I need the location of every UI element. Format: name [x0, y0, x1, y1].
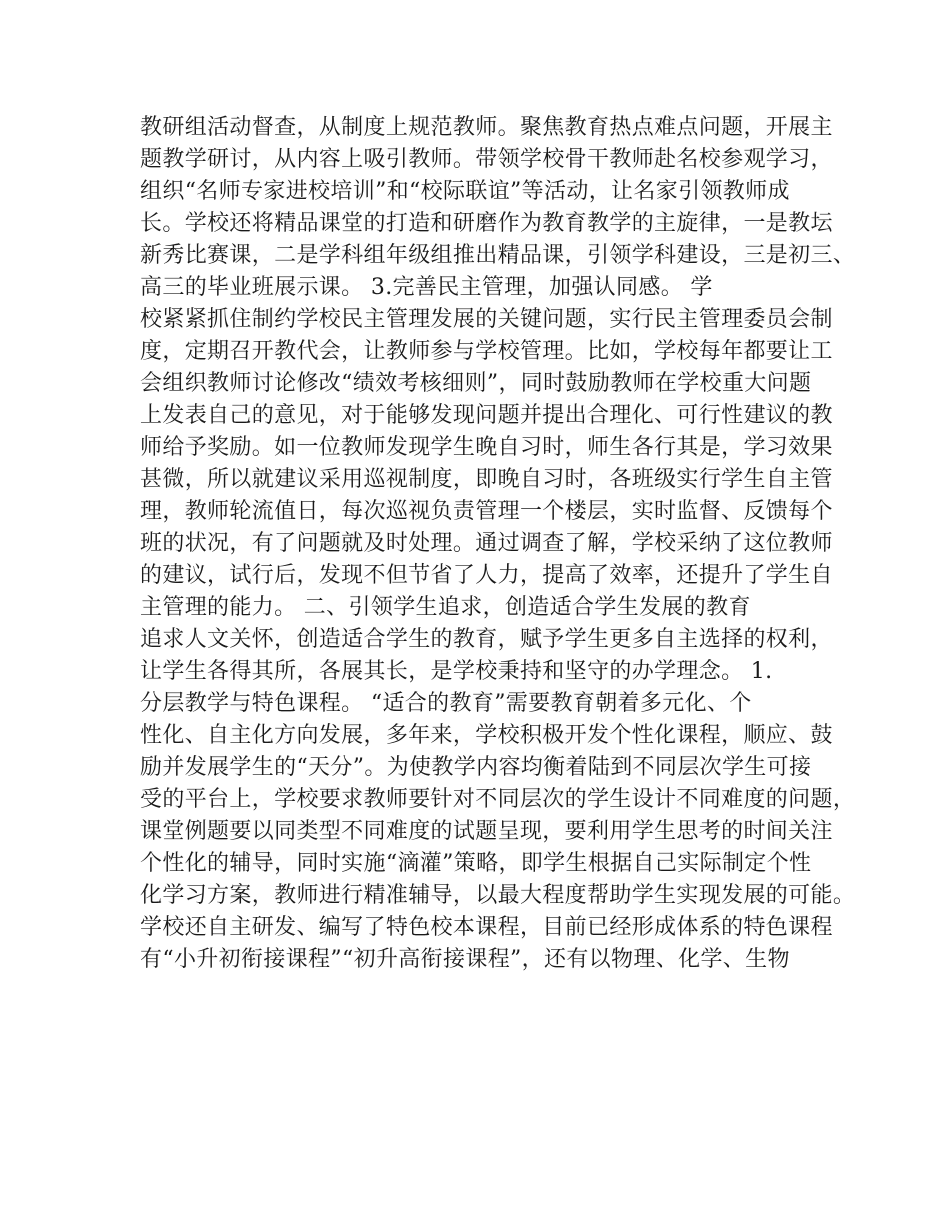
text-line: 追求人文关怀，创造适合学生的教育，赋予学生更多自主选择的权利，	[140, 627, 833, 652]
text-line: 班的状况，有了问题就及时处理。通过调查了解，学校采纳了这位教师	[140, 531, 833, 556]
text-line: 新秀比赛课，二是学科组年级组推出精品课，引领学科建设，三是初三、	[140, 243, 856, 268]
text-line: 主管理的能力。 二、引领学生追求，创造适合学生发展的教育	[140, 595, 751, 620]
text-line: 课堂例题要以同类型不同难度的试题呈现，要利用学生思考的时间关注	[140, 819, 833, 844]
text-line: 学校还自主研发、编写了特色校本课程，目前已经形成体系的特色课程	[140, 915, 833, 940]
text-line: 甚微，所以就建议采用巡视制度，即晚自习时，各班级实行学生自主管	[140, 467, 833, 492]
text-line: 高三的毕业班展示课。 3.完善民主管理，加强认同感。 学	[140, 275, 713, 300]
text-line: 受的平台上，学校要求教师要针对不同层次的学生设计不同难度的问题，	[140, 787, 856, 812]
text-line: 有“小升初衔接课程”“初升高衔接课程”，还有以物理、化学、生物	[140, 947, 790, 972]
text-line: 上发表自己的意见，对于能够发现问题并提出合理化、可行性建议的教	[140, 403, 833, 428]
text-line: 长。学校还将精品课堂的打造和研磨作为教育教学的主旋律，一是教坛	[140, 211, 833, 236]
text-line: 度，定期召开教代会，让教师参与学校管理。比如，学校每年都要让工	[140, 339, 833, 364]
text-line: 会组织教师讨论修改“绩效考核细则”，同时鼓励教师在学校重大问题	[140, 371, 812, 396]
text-line: 励并发展学生的“天分”。为使教学内容均衡着陆到不同层次学生可接	[140, 755, 812, 780]
body-text	[140, 112, 856, 976]
text-line: 教研组活动督查，从制度上规范教师。聚焦教育热点难点问题，开展主	[140, 115, 833, 140]
text-line: 校紧紧抓住制约学校民主管理发展的关键问题，实行民主管理委员会制	[140, 307, 833, 332]
text-line: 个性化的辅导，同时实施“滴灌”策略，即学生根据自己实际制定个性	[140, 851, 812, 876]
text-line: 的建议，试行后，发现不但节省了人力，提高了效率，还提升了学生自	[140, 563, 833, 588]
text-line: 性化、自主化方向发展，多年来，学校积极开发个性化课程，顺应、鼓	[140, 723, 833, 748]
text-line: 师给予奖励。如一位教师发现学生晚自习时，师生各行其是，学习效果	[140, 435, 833, 460]
text-line: 让学生各得其所，各展其长，是学校秉持和坚守的办学理念。 1.	[140, 659, 773, 684]
text-line: 组织“名师专家进校培训”和“校际联谊”等活动，让名家引领教师成	[140, 179, 790, 204]
text-line: 分层教学与特色课程。 “适合的教育”需要教育朝着多元化、个	[140, 691, 752, 716]
text-line: 题教学研讨，从内容上吸引教师。带领学校骨干教师赴名校参观学习，	[140, 147, 833, 172]
text-line: 化学习方案，教师进行精准辅导，以最大程度帮助学生实现发展的可能。	[140, 883, 856, 908]
text-line: 理，教师轮流值日，每次巡视负责管理一个楼层，实时监督、反馈每个	[140, 499, 833, 524]
